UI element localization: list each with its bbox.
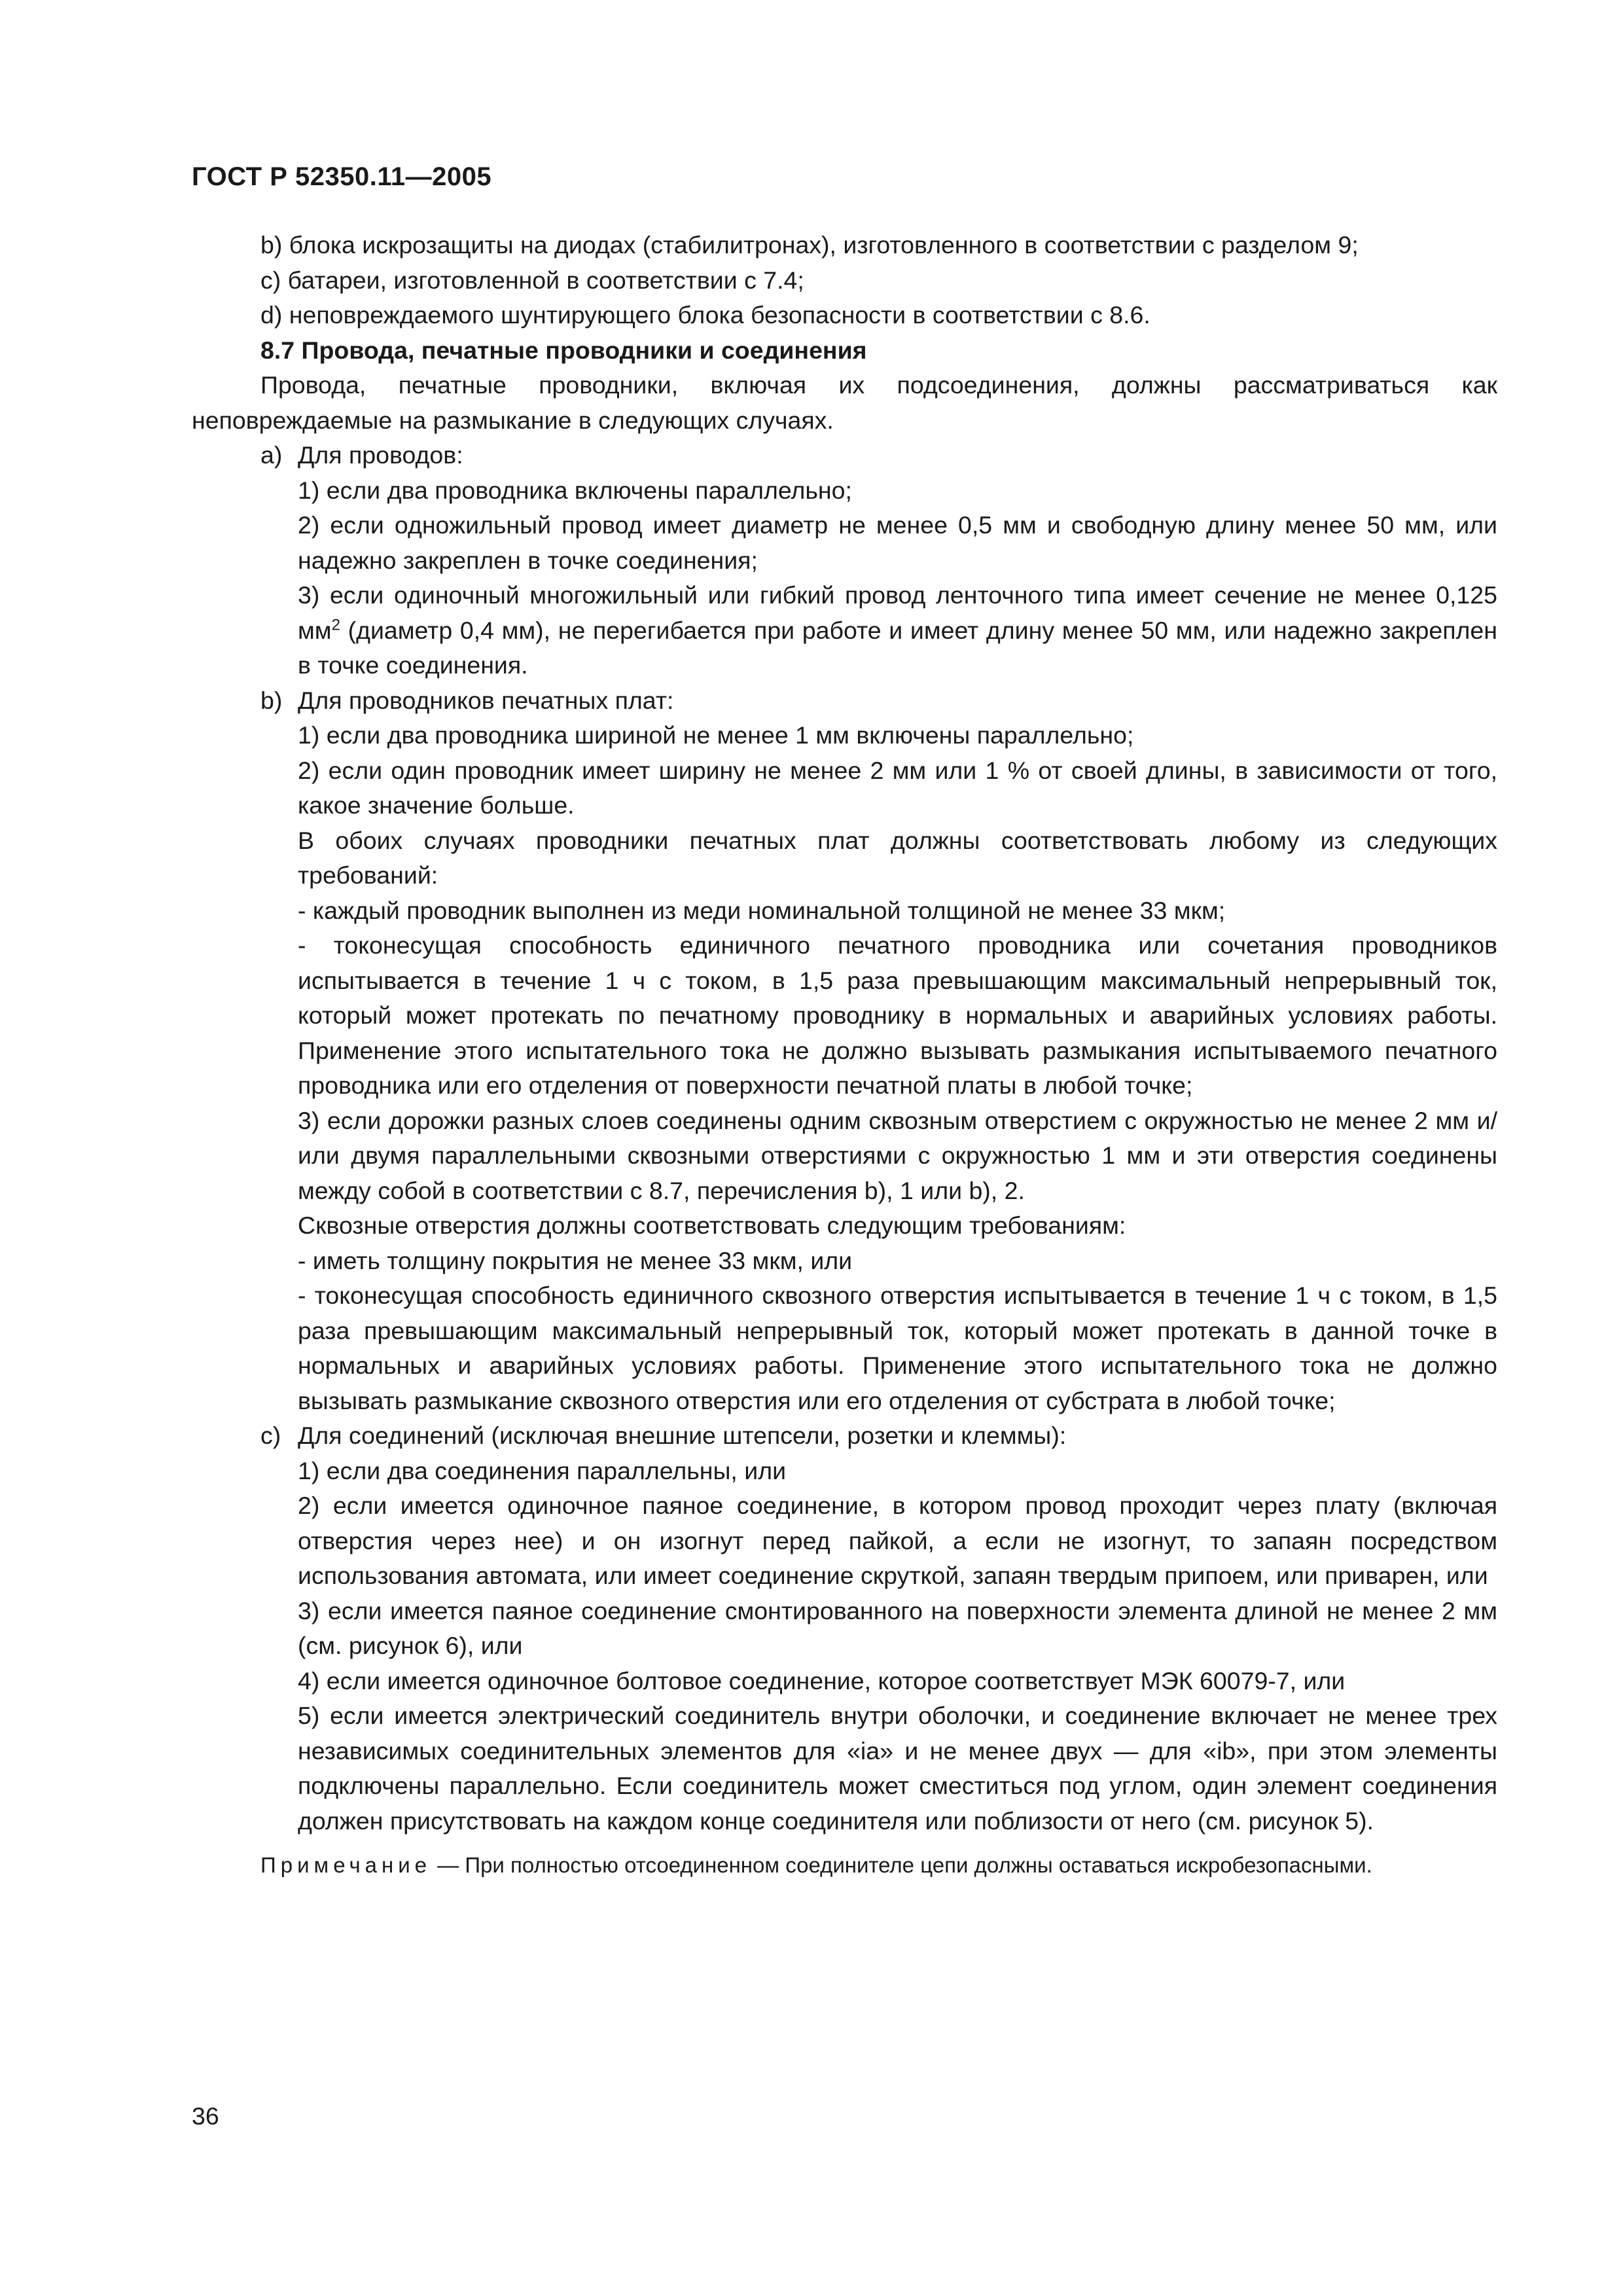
clause-b-dash-via-current: - токонесущая способность единичного сквозного отверстия испытывается в течение 1 ч с током, в 1,5 раза превышающим максимальный непрерывный ток, который может протекать в данной точке в нормальных и аварийных условиях работы. Применение этого испытательного тока не должно вызывать размыкание сквозного отверстия или его отделения от субстрата в любой точке; [298, 1282, 1497, 1414]
clause-b [192, 683, 1497, 719]
clause-a-item-1: 1) если два проводника включены параллельно; [298, 476, 852, 504]
clause-b-dash-current: - токонесущая способность единичного печатного проводника или сочетания проводников испытывается в течение 1 ч с током, в 1,5 раза превышающим максимальный непрерывный ток, который может протекать по печатному проводнику в нормальных и аварийных условиях работы. Применение этого испытательного тока не должно вызывать размыкания испытываемого печатного проводника или его отделения от поверхности печатной платы в любой точке; [298, 931, 1497, 1099]
document-header: ГОСТ Р 52350.11—2005 [192, 162, 492, 191]
clause-a [192, 438, 1497, 473]
clause-b-requirements-intro: В обоих случаях проводники печатных плат должны соответствовать любому из следующих требований: [298, 826, 1497, 889]
clause-a-item-3 [192, 578, 1497, 683]
clause-b-vias-intro: Сквозные отверстия должны соответствовать следующим требованиям: [298, 1211, 1126, 1239]
clause-b-item-3: 3) если дорожки разных слоев соединены одним сквозным отверстием с окружностью не менее 2 мм и/или двумя параллельными сквозными отверстиями с окружностью 1 мм и эти отверстия соединены между собой в соответствии с 8.7, перечисления b), 1 или b), 2. [298, 1106, 1497, 1204]
note-text: — При полностью отсоединенном соединителе цепи должны оставаться искробезопасными. [431, 1853, 1372, 1877]
clause-c-heading: Для соединений (исключая внешние штепсели, розетки и клеммы): [298, 1422, 1067, 1449]
clause-c-item-3: 3) если имеется паяное соединение смонтированного на поверхности элемента длиной не менее 2 мм (см. рисунок 6), или [298, 1596, 1497, 1659]
clause-a-marker: a) [260, 441, 283, 469]
list-item-c: c) батареи, изготовленной в соответствии с 7.4; [260, 266, 804, 294]
clause-a-item-3-text-cont: (диаметр 0,4 мм), не перегибается при работе и имеет длину менее 50 мм, или надежно закреплен в точке соединения. [298, 616, 1497, 679]
clause-b-item-2: 2) если один проводник имеет ширину не менее 2 мм или 1 % от своей длины, в зависимости от того, какое значение больше. [298, 756, 1497, 819]
clause-a-heading: Для проводов: [298, 441, 463, 469]
clause-c-item-1: 1) если два соединения параллельны, или [298, 1456, 787, 1484]
clause-c-item-2: 2) если имеется одиночное паяное соединение, в котором провод проходит через плату (включая отверстия через нее) и он изогнут перед пайкой, а если не изогнут, то запаян посредством использования автомата, или имеет соединение скруткой, запаян твердым припоем, или приварен, или [298, 1492, 1497, 1589]
page-number: 36 [192, 2102, 219, 2130]
clause-b-heading: Для проводников печатных плат: [298, 686, 674, 714]
note-paragraph [192, 1848, 1497, 1883]
clause-b-item-1: 1) если два проводника шириной не менее 1 мм включены параллельно; [298, 721, 1134, 749]
document-body [192, 228, 1497, 1883]
list-item-b: b) блока искрозащиты на диодах (стабилитронах), изготовленного в соответствии с разделом 9; [260, 231, 1359, 259]
section-lead-paragraph: Провода, печатные проводники, включая их подсоединения, должны рассматриваться как неповреждаемые на размыкание в следующих случаях. [192, 371, 1497, 434]
note-label: Примечание [260, 1853, 432, 1877]
clause-c [192, 1418, 1497, 1454]
clause-b-dash-copper: - каждый проводник выполнен из меди номинальной толщиной не менее 33 мкм; [298, 896, 1226, 924]
clause-b-marker: b) [260, 686, 283, 714]
list-item-d: d) неповреждаемого шунтирующего блока безопасности в соответствии с 8.6. [260, 301, 1150, 329]
clause-a-item-3-text: 3) если одиночный многожильный или гибкий провод ленточного типа имеет сечение не менее 0,125 мм [298, 581, 1497, 644]
clause-a-item-2: 2) если одножильный провод имеет диаметр не менее 0,5 мм и свободную длину менее 50 мм, или надежно закреплен в точке соединения; [298, 511, 1497, 574]
clause-c-item-4: 4) если имеется одиночное болтовое соединение, которое соответствует МЭК 60079-7, или [298, 1666, 1346, 1695]
section-title: 8.7 Провода, печатные проводники и соединения [260, 336, 867, 364]
superscript-2: 2 [331, 616, 340, 634]
clause-c-marker: c) [260, 1422, 281, 1449]
clause-b-dash-plating: - иметь толщину покрытия не менее 33 мкм, или [298, 1246, 853, 1274]
clause-c-item-5: 5) если имеется электрический соединитель внутри оболочки, и соединение включает не менее трех независимых соединительных элементов для «ia» и не менее двух — для «ib», при этом элементы подключены параллельно. Если соединитель может сместиться под углом, один элемент соединения должен присутствовать на каждом конце соединителя или поблизости от него (см. рисунок 5). [298, 1702, 1497, 1835]
